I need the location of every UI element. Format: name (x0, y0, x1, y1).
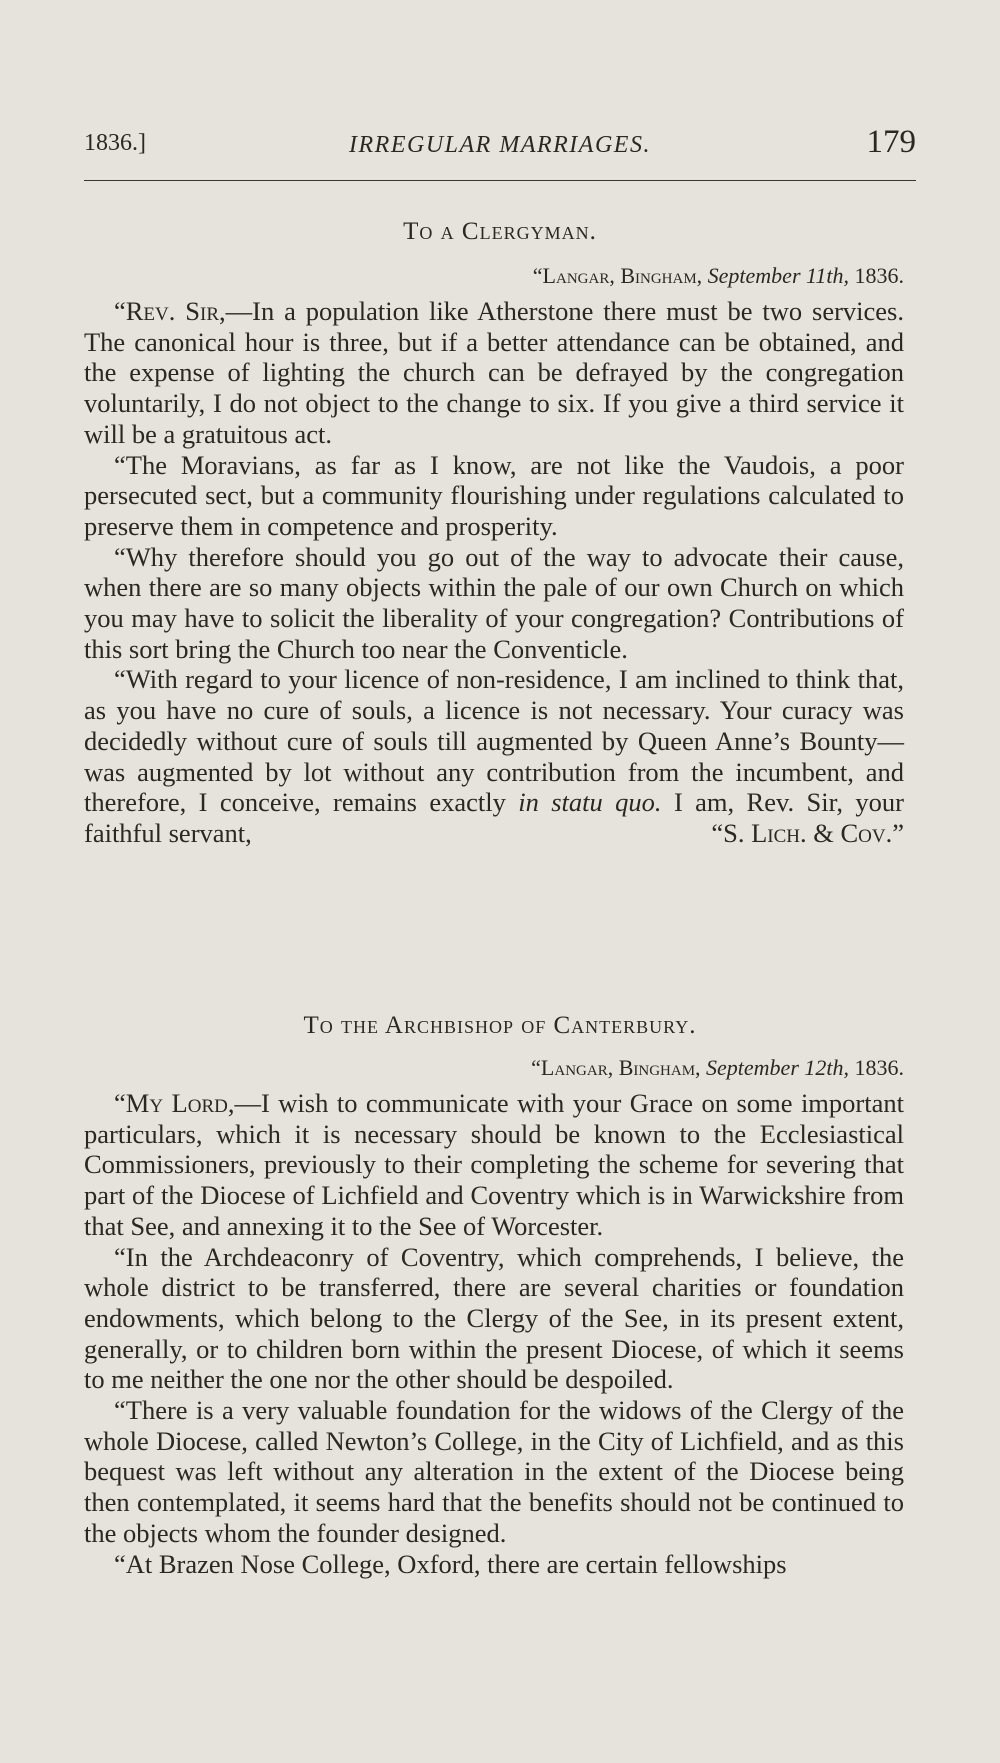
letter-1-paragraph: “Why therefore should you go out of the way to advocate their cause, when there are so many objects within the pale of our own Church on which you may have to solicit the liberality of your congregation? Contributions of this sort bring the Church too near the Conventicle. (84, 541, 904, 664)
letter-2-title: To the Archbishop of Canterbury. (303, 1012, 697, 1039)
letter-1-dateline (533, 263, 904, 289)
letter-1-paragraph: “The Moravians, as far as I know, are not like the Vaudois, a poor persecuted sect, but a community flourishing under regulations calculated to preserve them in competence and prosperity. (84, 449, 904, 541)
running-header (84, 124, 916, 168)
letter-2-paragraph: “At Brazen Nose College, Oxford, there are certain fellowships (114, 1548, 787, 1579)
letter-1-body (84, 296, 904, 849)
letter-2-dateline (531, 1055, 904, 1081)
letter-1-date: September 11th, (707, 263, 849, 288)
page-number: 179 (866, 124, 916, 160)
letter-1-year: 1836. (854, 263, 904, 288)
letter-1-title: To a Clergyman. (403, 218, 597, 245)
header-rule (84, 180, 916, 181)
letter-2-paragraph: “There is a very valuable foundation for the widows of the Clergy of the whole Diocese, called Newton’s College, in the City of Lichfield, and as this bequest was left without any alteration in the extent of the Diocese being then contemplated, it seems hard that the benefits should not be continued to the objects whom the founder designed. (84, 1395, 904, 1548)
header-year: 1836.] (84, 130, 146, 156)
letter-1-salutation: “Rev. Sir, (114, 296, 226, 326)
letter-2-paragraph: “In the Archdeaconry of Coventry, which comprehends, I believe, the whole district to be transferred, there are several charities or foundation endowments, which belong to the Clergy of the See, in its present extent, generally, or to children born within the present Diocese, of which it seems to me neither the one nor the other should be despoiled. (84, 1241, 904, 1395)
letter-2-body (84, 1088, 904, 1579)
letter-2-date: September 12th, (706, 1055, 849, 1080)
letter-2-salutation: “My Lord, (114, 1088, 235, 1118)
latin-phrase: in statu quo. (518, 787, 662, 818)
letter-1-paragraph: “With regard to your licence of non-residence, I am inclined to think that, as you have no cure of souls, a licence is not necessary. Your curacy was decidedly without cure of souls till augmented by Queen Anne’s Bounty—was augmented by lot without any contribution from the incumbent, and therefore, I conceive, remains exactly in statu quo. I am, Rev. Sir, your faithful servant, “S. Lich. & Cov.” (84, 664, 904, 848)
letter-2-place: “Langar, Bingham, (531, 1055, 701, 1080)
running-title: IRREGULAR MARRIAGES. (349, 132, 651, 158)
signature: “S. Lich. & Cov.” (711, 817, 904, 848)
letter-1-paragraph: “Rev. Sir,—In a population like Atherstone there must be two services. The canonical hour is three, but if a better attendance can be obtained, and the expense of lighting the church can be defrayed by the congregation voluntarily, I do not object to the change to six. If you give a third service it will be a gratuitous act. (84, 296, 904, 449)
letter-1-place: “Langar, Bingham, (532, 263, 703, 288)
letter-2-paragraph: “My Lord,—I wish to communicate with your Grace on some important particulars, which it is necessary should be known to the Ecclesiastical Commissioners, previously to their completing the scheme for severing that part of the Diocese of Lichfield and Coventry which is in Warwickshire from that See, and annexing it to the See of Worcester. (84, 1088, 904, 1241)
letter-2-year: 1836. (854, 1055, 904, 1080)
